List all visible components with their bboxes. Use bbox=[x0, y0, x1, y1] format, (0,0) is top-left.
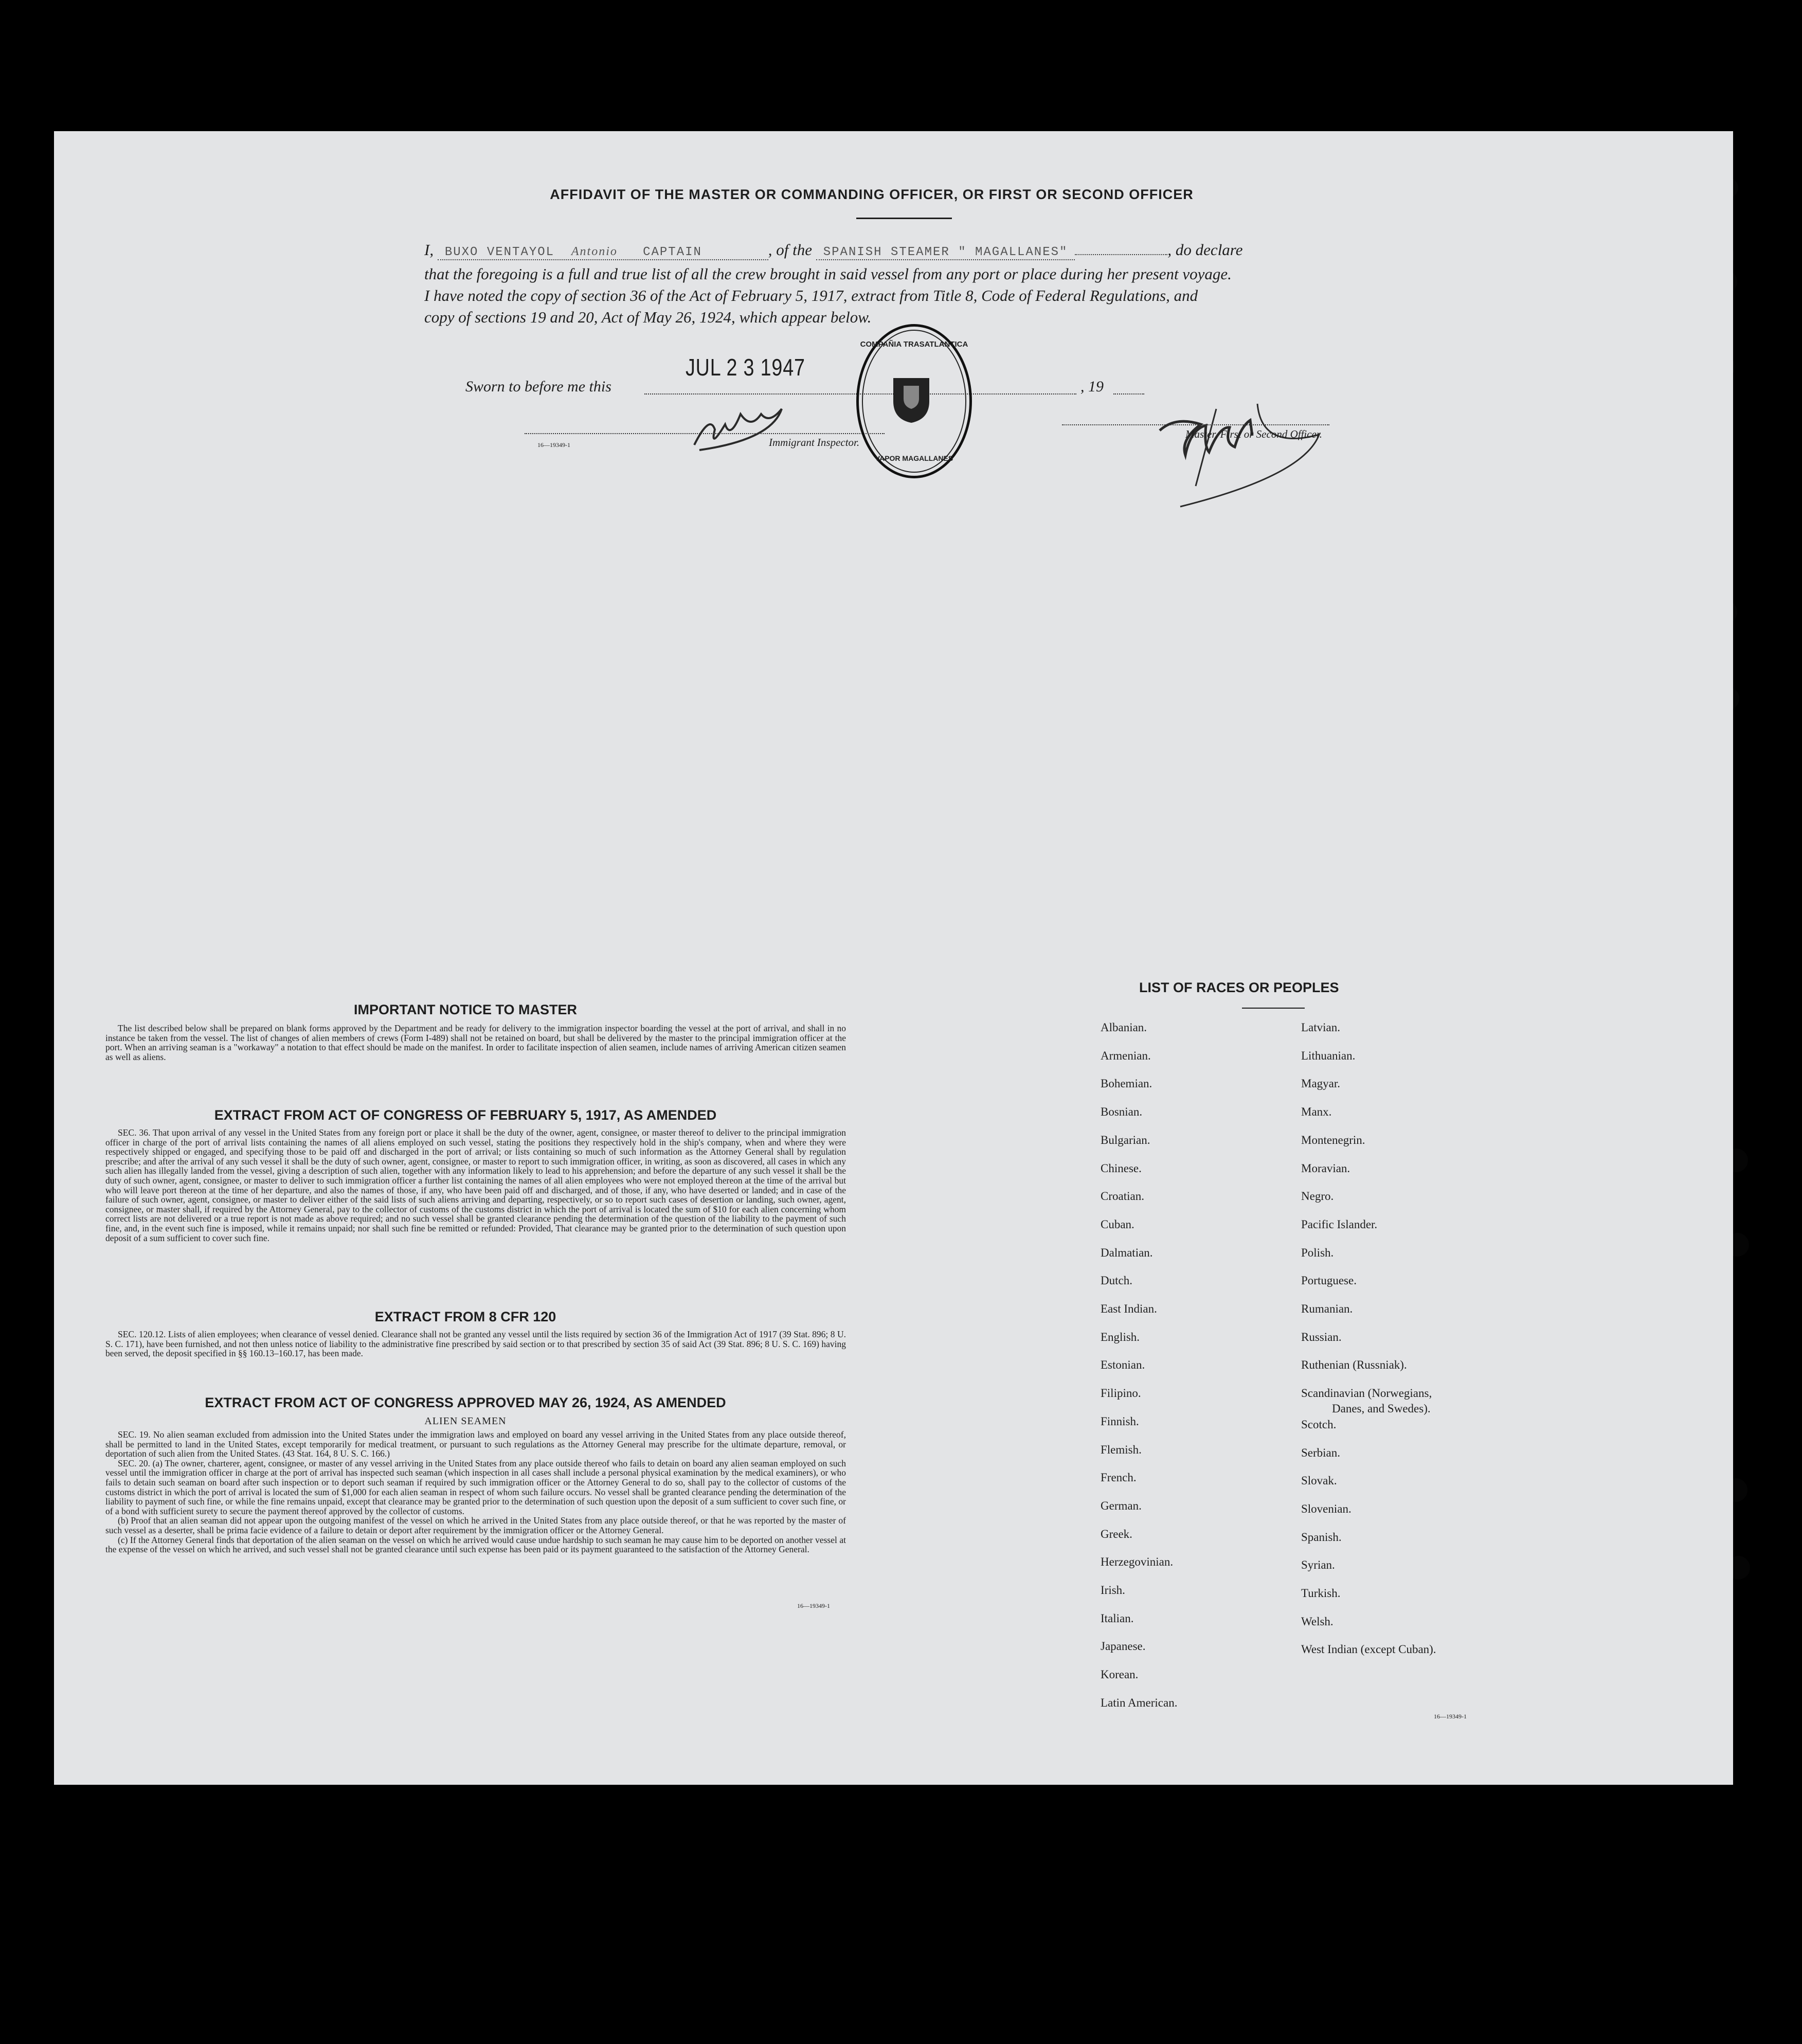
document-sheet bbox=[54, 131, 1733, 1785]
extract-1924-subtitle: ALIEN SEAMEN bbox=[424, 1415, 507, 1427]
extract-1924-title: EXTRACT FROM ACT OF CONGRESS APPROVED MAY 26, 1924, AS AMENDED bbox=[205, 1395, 726, 1410]
race-item: Danes, and Swedes). bbox=[1332, 1402, 1431, 1415]
race-item: Dalmatian. bbox=[1101, 1246, 1153, 1259]
race-item: Dutch. bbox=[1101, 1274, 1132, 1287]
company-seal-stamp bbox=[856, 324, 972, 478]
affidavit-title: AFFIDAVIT OF THE MASTER OR COMMANDING OFFICER, OR FIRST OR SECOND OFFICER bbox=[550, 187, 1194, 202]
race-item: Finnish. bbox=[1101, 1414, 1139, 1428]
affidavit-line-3: I have noted the copy of section 36 of the Act of February 5, 1917, extract from Title 8, Code of Federal Regulations, and bbox=[424, 286, 1198, 304]
races-title-rule bbox=[1242, 1008, 1305, 1009]
affidavit-declare: , do declare bbox=[1167, 241, 1243, 259]
race-item: Bosnian. bbox=[1101, 1105, 1143, 1119]
affidavit-body bbox=[424, 239, 1412, 328]
race-item: Lithuanian. bbox=[1301, 1049, 1356, 1062]
races-title: LIST OF RACES OR PEOPLES bbox=[1139, 980, 1339, 995]
sworn-label: Sworn to before me this bbox=[465, 378, 611, 395]
race-item: Albanian. bbox=[1101, 1021, 1147, 1034]
extract-1917-title: EXTRACT FROM ACT OF CONGRESS OF FEBRUARY 5, 1917, AS AMENDED bbox=[214, 1107, 717, 1123]
race-item: Latin American. bbox=[1101, 1696, 1178, 1709]
seal-text-bottom: VAPOR MAGALLANES bbox=[875, 454, 953, 462]
sworn-year: , 19 bbox=[1080, 378, 1104, 395]
master-signature-line bbox=[1062, 424, 1329, 425]
race-item: Greek. bbox=[1101, 1527, 1132, 1540]
race-item: Manx. bbox=[1301, 1105, 1332, 1119]
race-item: Ruthenian (Russniak). bbox=[1301, 1358, 1407, 1372]
sworn-date-stamp: JUL 2 3 1947 bbox=[686, 354, 805, 381]
race-item: Russian. bbox=[1301, 1330, 1342, 1343]
race-item: Polish. bbox=[1301, 1246, 1334, 1259]
race-item: West Indian (except Cuban). bbox=[1301, 1643, 1436, 1656]
notice-text bbox=[105, 1024, 846, 1062]
race-item: Italian. bbox=[1101, 1611, 1134, 1625]
vessel-field: SPANISH STEAMER " MAGALLANES" bbox=[816, 245, 1075, 260]
master-signature-caption: Master, First or Second Officer. bbox=[1185, 428, 1322, 440]
races-form-number: 16—19349-1 bbox=[1434, 1713, 1467, 1720]
race-item: Negro. bbox=[1301, 1190, 1334, 1203]
notice-title: IMPORTANT NOTICE TO MASTER bbox=[354, 1002, 577, 1017]
race-item: Serbian. bbox=[1301, 1446, 1341, 1459]
extract-1917-text bbox=[105, 1128, 846, 1243]
race-item: Slovak. bbox=[1301, 1474, 1337, 1487]
sworn-year-line bbox=[1113, 393, 1144, 395]
extract-1917-paragraph: SEC. 36. That upon arrival of any vessel in the United States from any foreign port or place it shall be the duty of the owner, agent, consignee, or master thereof to deliver to the principal immigration officer in charge of the port of arrival lists containing the names of all aliens employed on such vessel, stating the positions they respectively hold in the ship's company, when and where they were respectively shipped or engaged, and specifying those to be paid off and discharged in the port of arrival; or lists containing so much of such information as the Attorney General shall by regulation prescribe; and after the arrival of any such vessel it shall be the duty of such owner, agent, consignee, or master to report to such immigration officer, in writing, as soon as discovered, all cases in which any such alien has illegally landed from the vessel, giving a description of such alien, together with any information likely to lead to his apprehension; and before the departure of any such vessel it shall be the duty of such owner, agent, consignee, or master to deliver to such immigration officer a further list containing the names of all alien employees who were not employed thereon at the time of the arrival but who will leave port thereon at the time of her departure, and also the names of those, if any, who have been paid off and discharged, and of those, if any, who have deserted or landed; and in case of the failure of such owner, agent, consignee, or master to deliver either of the said lists of such aliens arriving and departing, respectively, or so to report such cases of desertion or landing, such owner, agent, consignee, or master shall, if required by the Attorney General, pay to the collector of customs of the customs district in which the port of arrival is located the sum of $10 for each alien concerning whom correct lists are not delivered or a true report is not made as above required; and no such vessel shall be granted clearance pending the determination of the question of the liability to the payment of such fine, and, in the event such fine is imposed, while it remains unpaid; nor shall such fine be remitted or refunded: Provided, That clearance may be granted prior to the determination of such question upon deposit of a sum sufficient to cover such fine. bbox=[105, 1127, 846, 1243]
race-item: Syrian. bbox=[1301, 1558, 1335, 1572]
race-item: Slovenian. bbox=[1301, 1502, 1352, 1515]
extract-1924-sec20c: (c) If the Attorney General finds that deportation of the alien seaman on the vessel on which he arrived would cause undue hardship to such seaman he may cause him to be deported on another vessel at the expense of the vessel on which he arrived, and such vessel shall not be granted clearance until such expense has been paid or its payment guaranteed to the satisfaction of the Attorney General. bbox=[105, 1534, 846, 1555]
race-item: Croatian. bbox=[1101, 1190, 1144, 1203]
race-item: Turkish. bbox=[1301, 1587, 1341, 1600]
race-item: Chinese. bbox=[1101, 1161, 1142, 1175]
notice-paragraph: The list described below shall be prepared on blank forms approved by the Department and be ready for delivery to the immigration inspector boarding the vessel at the port of arrival, and shall in no instance be taken from the vessel. The list of changes of alien members of crews (Form I-489) shall not be retained on board, but shall be delivered by the master to the principal immigration officer at the port. When an arriving seaman is a "workaway" a notation to that effect should be made on the manifest. In order to facilitate inspection of alien seamen, include names of arriving American citizen seamen as well as aliens. bbox=[105, 1023, 846, 1062]
seal-text-top: COMPAÑIA TRASATLANTICA bbox=[860, 340, 968, 349]
title-rule bbox=[856, 218, 952, 219]
extract-1924-sec20a: SEC. 20. (a) The owner, charterer, agent, consignee, or master of any vessel arriving in the United States from any place outside thereof who fails to detain on board any alien seaman employed on such vessel until the immigration officer in charge at the port of arrival has inspected such seaman (which inspection in all cases shall include a personal physical examination by the medical examiners), or who fails to detain such seaman on board after such inspection or to deport such seaman if required by such immigration officer or the Attorney General to do so, shall pay to the collector of customs of the customs district in which the port of arrival is located the sum of $1,000 for each alien seaman in respect of whom such failure occurs. No vessel shall be granted clearance pending the determination of the liability to payment of such fine, or while the fine remains unpaid, except that clearance may be granted prior to the determination of such question upon the deposit of a sum sufficient to cover such fine, or of a bond with sufficient surety to secure the payment thereof approved by the collector of customs. bbox=[105, 1458, 846, 1516]
race-item: Flemish. bbox=[1101, 1443, 1142, 1456]
extract-cfr-title: EXTRACT FROM 8 CFR 120 bbox=[374, 1309, 556, 1324]
race-item: Japanese. bbox=[1101, 1640, 1146, 1653]
race-item: Latvian. bbox=[1301, 1021, 1340, 1034]
extract-cfr-text bbox=[105, 1330, 846, 1358]
race-item: Filipino. bbox=[1101, 1387, 1141, 1400]
master-rank: CAPTAIN bbox=[643, 245, 702, 259]
affidavit-of-the: , of the bbox=[768, 241, 812, 259]
race-item: Irish. bbox=[1101, 1584, 1125, 1597]
race-item: Cuban. bbox=[1101, 1217, 1134, 1231]
race-item: Welsh. bbox=[1301, 1615, 1334, 1628]
race-item: English. bbox=[1101, 1330, 1140, 1343]
affidavit-prefix: I, bbox=[424, 241, 434, 259]
master-signature bbox=[1103, 399, 1407, 543]
master-name-field bbox=[438, 245, 768, 260]
race-item: French. bbox=[1101, 1471, 1137, 1484]
race-item: Portuguese. bbox=[1301, 1274, 1357, 1287]
affidavit-line-4: copy of sections 19 and 20, Act of May 26, 1924, which appear below. bbox=[424, 308, 872, 326]
inspector-signature-line bbox=[525, 433, 885, 434]
race-item: German. bbox=[1101, 1499, 1142, 1512]
master-surname: BUXO VENTAYOL bbox=[444, 245, 555, 259]
race-item: Armenian. bbox=[1101, 1049, 1151, 1062]
race-item: Spanish. bbox=[1301, 1530, 1342, 1544]
affidavit-form-number: 16—19349-1 bbox=[537, 441, 570, 449]
race-item: Montenegrin. bbox=[1301, 1133, 1365, 1146]
extract-cfr-paragraph: SEC. 120.12. Lists of alien employees; when clearance of vessel denied. Clearance shall not be granted any vessel until the lists required by section 36 of the Immigration Act of 1917 (39 Stat. 896; 8 U. S. C. 171), have been furnished, and not then unless notice of liability to the administrative fine prescribed by said section or to that prescribed by section 35 of said Act (39 Stat. 896; 8 U. S. C. 169) having been served, the deposit specified in §§ 160.13–160.17, has been made. bbox=[105, 1329, 846, 1359]
race-item: Korean. bbox=[1101, 1668, 1139, 1681]
race-item: Rumanian. bbox=[1301, 1302, 1353, 1315]
vessel-field-dots bbox=[1075, 254, 1167, 255]
affidavit-line-1 bbox=[424, 239, 1412, 263]
race-item: Scotch. bbox=[1301, 1418, 1337, 1431]
extract-1924-sec19: SEC. 19. No alien seaman excluded from admission into the United States under the immigration laws and employed on board any vessel arriving in the United States from any place outside thereof, shall be permitted to land in the United States, except temporarily for medical treatment, or pursuant to such regulations as the Attorney General may prescribe for the ultimate departure, removal, or deportation of such alien from the United States. (43 Stat. 164, 8 U. S. C. 166.) bbox=[105, 1429, 846, 1459]
extract-form-number: 16—19349-1 bbox=[797, 1602, 830, 1609]
race-item: Magyar. bbox=[1301, 1077, 1341, 1090]
race-item: Bohemian. bbox=[1101, 1077, 1152, 1090]
race-item: Moravian. bbox=[1301, 1161, 1350, 1175]
inspector-caption: Immigrant Inspector. bbox=[769, 436, 860, 449]
extract-1924-text bbox=[105, 1430, 846, 1554]
crest-icon bbox=[888, 375, 934, 424]
race-item: East Indian. bbox=[1101, 1302, 1157, 1315]
inspector-signature bbox=[684, 399, 807, 460]
race-item: Estonian. bbox=[1101, 1358, 1145, 1372]
race-item: Bulgarian. bbox=[1101, 1133, 1150, 1146]
extract-1924-sec20b: (b) Proof that an alien seaman did not appear upon the outgoing manifest of the vessel on which he arrived in the United States from any place outside thereof, or that he was reported by the master of such vessel as a deserter, shall be prima facie evidence of a failure to detain or deport after requirement by the immigration officer or the Attorney General. bbox=[105, 1515, 846, 1535]
race-item: Herzegovinian. bbox=[1101, 1555, 1174, 1569]
master-given-name: Antonio bbox=[571, 245, 618, 258]
race-item: Scandinavian (Norwegians, bbox=[1301, 1387, 1432, 1400]
race-item: Pacific Islander. bbox=[1301, 1217, 1378, 1231]
affidavit-line-2: that the foregoing is a full and true list of all the crew brought in said vessel from any port or place during her present voyage. bbox=[424, 265, 1232, 283]
